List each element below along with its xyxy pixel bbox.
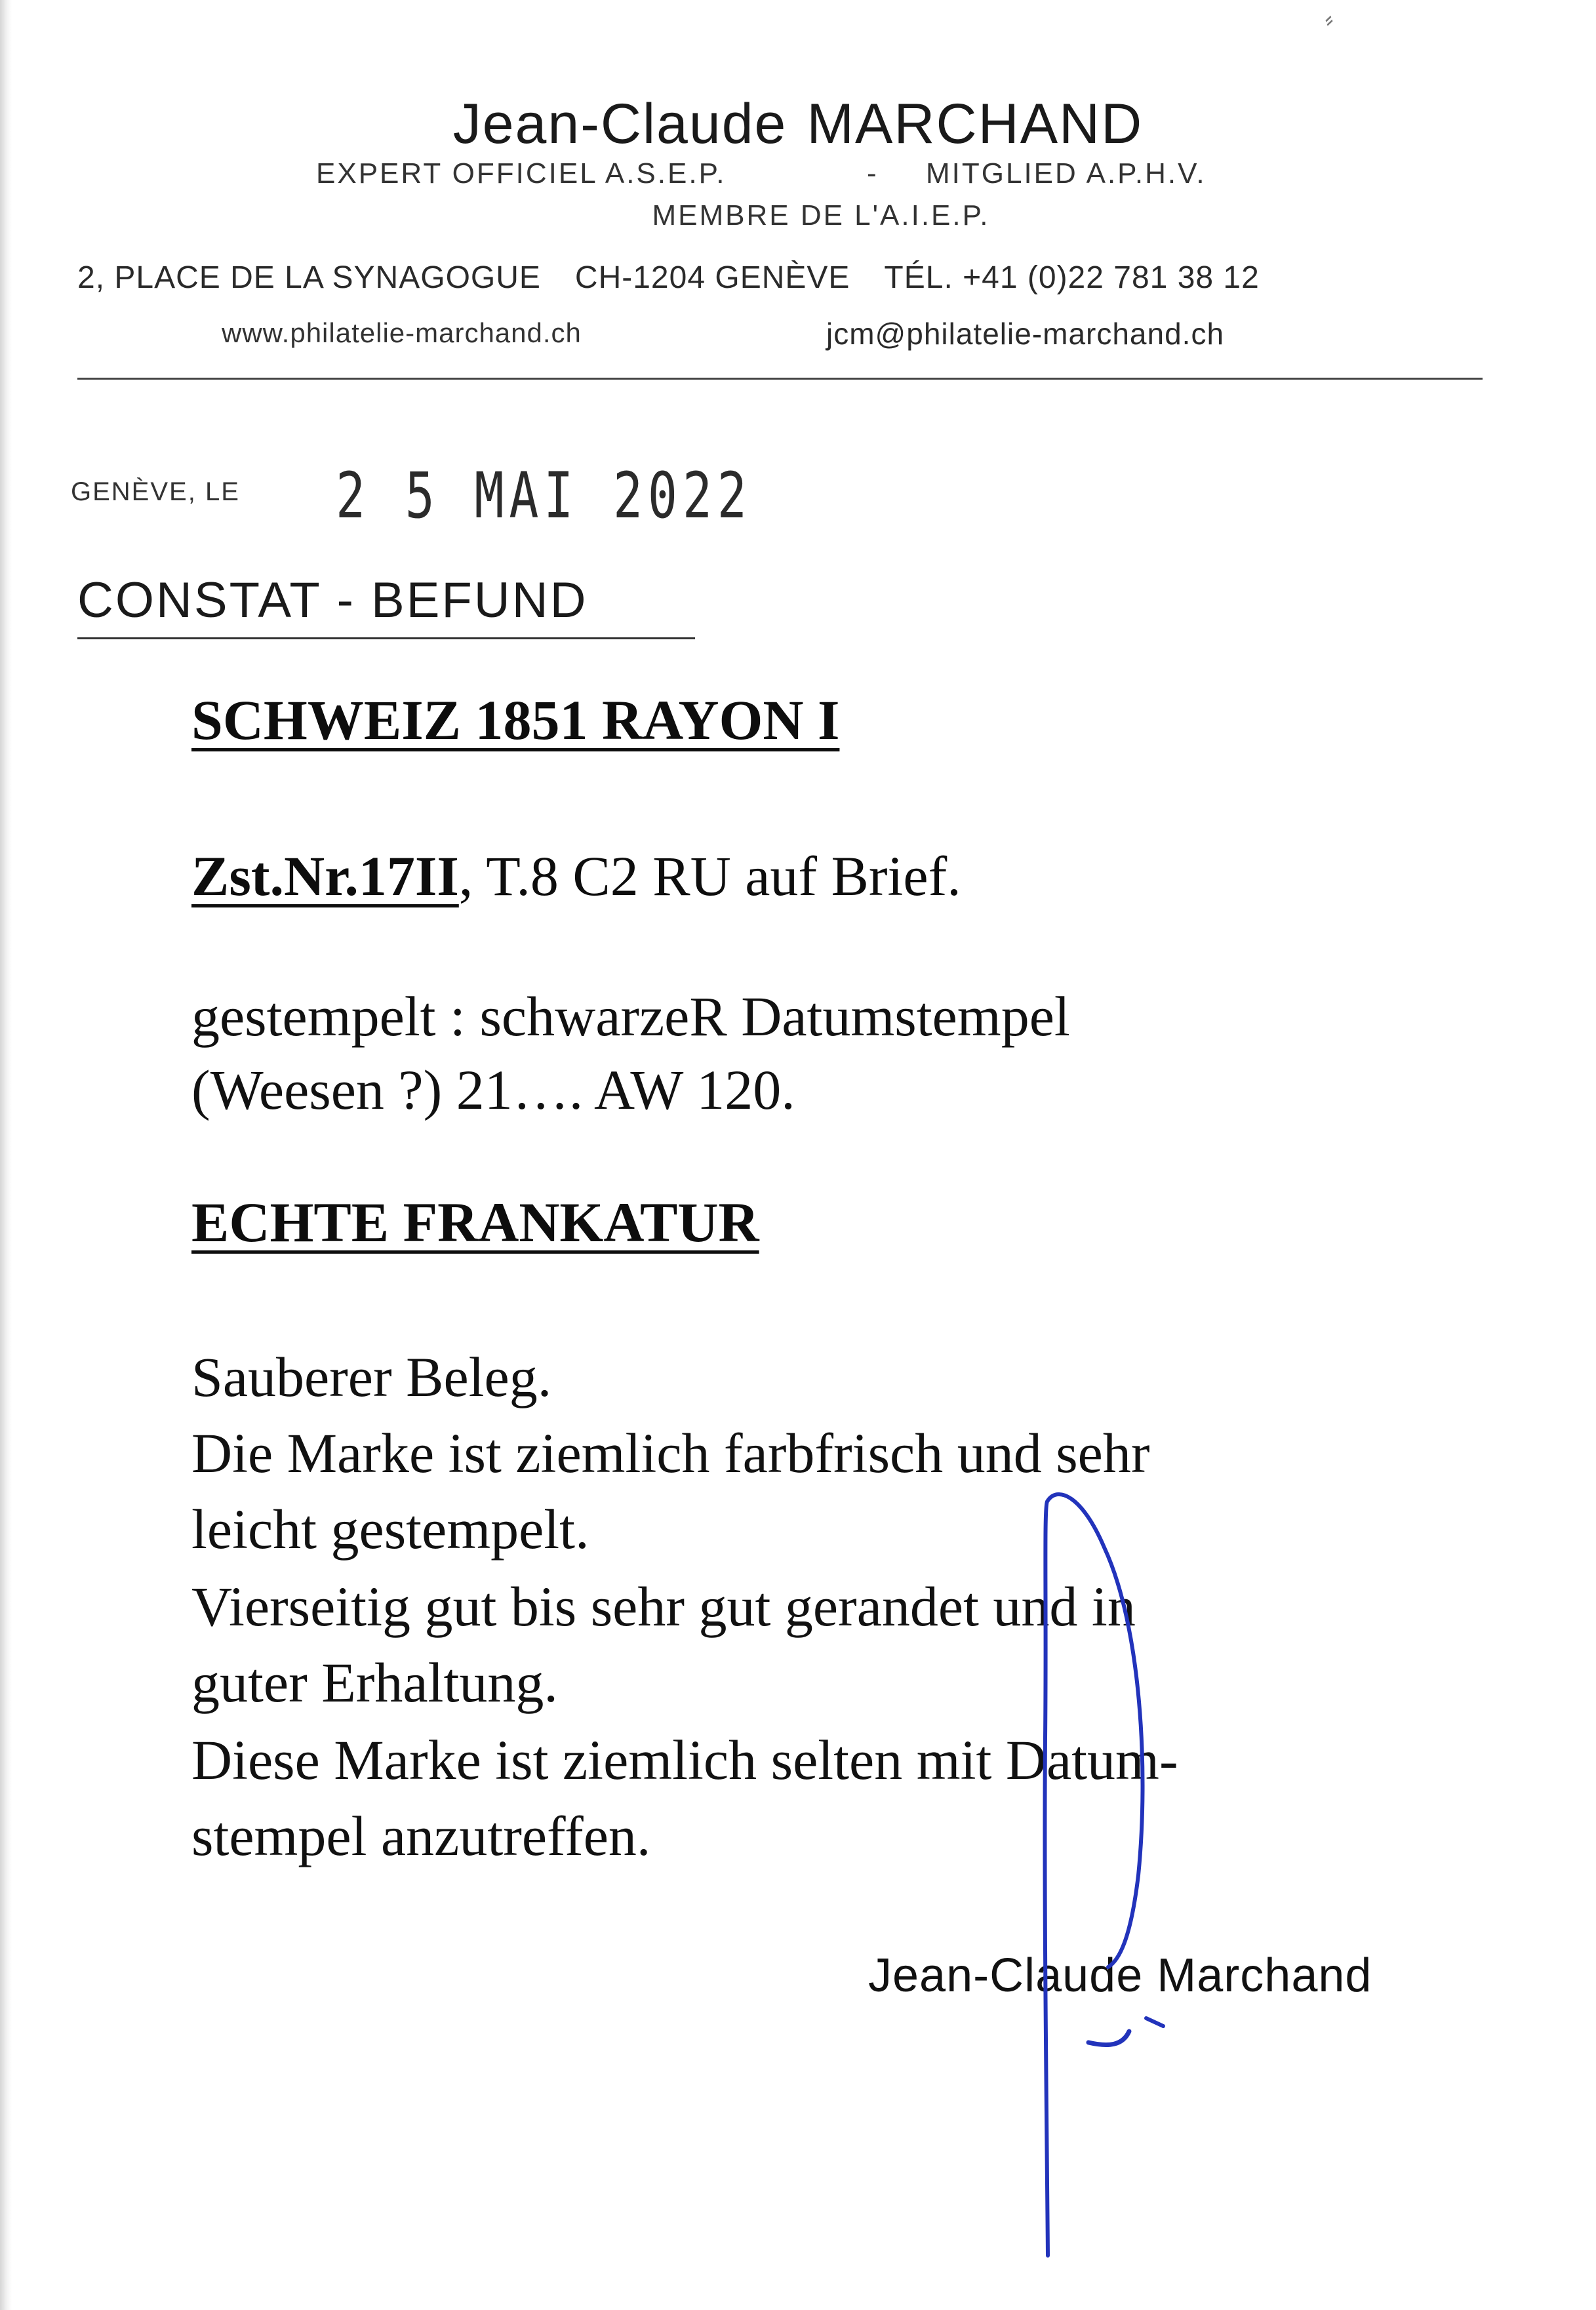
cancellation-line-2: (Weesen ?) 21…. AW 120. [191,1058,795,1121]
expert-name [0,92,1596,157]
expert-last-name: MARCHAND [807,92,1144,155]
date-label: GENÈVE, LE [71,477,240,506]
signer-name: Jean-Claude Marchand [868,1949,1372,2002]
catalogue-line [191,843,961,909]
website-link[interactable]: www.philatelie-marchand.ch [222,317,582,348]
verdict-heading: ECHTE FRANKATUR [191,1191,759,1254]
remark-line: leicht gestempelt. [191,1498,589,1561]
phone-number: TÉL. +41 (0)22 781 38 12 [884,260,1260,295]
city-postcode: CH-1204 GENÈVE [574,260,850,295]
credential-separator: - [867,157,879,189]
stamp-issue-heading: SCHWEIZ 1851 RAYON I [191,688,840,751]
document-type: CONSTAT - BEFUND [77,572,588,628]
remark-line: guter Erhaltung. [191,1651,558,1714]
signature-tick [1146,2018,1163,2026]
cancellation-line-1: gestempelt : schwarzeR Datumstempel [191,985,1070,1048]
remark-line: Vierseitig gut bis sehr gut gerandet und in [191,1575,1136,1638]
catalogue-description: , T.8 C2 RU auf Brief. [458,845,961,907]
street-address: 2, PLACE DE LA SYNAGOGUE [77,260,541,295]
remark-line: Diese Marke ist ziemlich selten mit Datum- [191,1728,1178,1791]
catalogue-number: Zst.Nr.17II [191,845,459,907]
letterhead-divider [77,378,1483,380]
association-membership: MEMBRE DE L'A.I.E.P. [652,199,990,231]
expert-credential: EXPERT OFFICIEL A.S.E.P. [316,157,727,189]
contact-address-line [77,260,1260,296]
document-type-underline [77,637,695,639]
signature-flourish [1088,2031,1129,2045]
corner-pencil-mark: ⸗ [1320,5,1337,33]
remark-line: stempel anzutreffen. [191,1804,651,1867]
expert-first-name: Jean-Claude [452,92,788,155]
remark-line: Die Marke ist ziemlich farbfrisch und sehr [191,1422,1150,1484]
scan-edge-shadow [0,0,12,2310]
date-stamp: 2 5 MAI 2022 [336,459,752,532]
remark-line: Sauberer Beleg. [191,1345,552,1408]
email-link[interactable]: jcm@philatelie-marchand.ch [826,317,1225,351]
member-credential: MITGLIED A.P.H.V. [926,157,1207,189]
